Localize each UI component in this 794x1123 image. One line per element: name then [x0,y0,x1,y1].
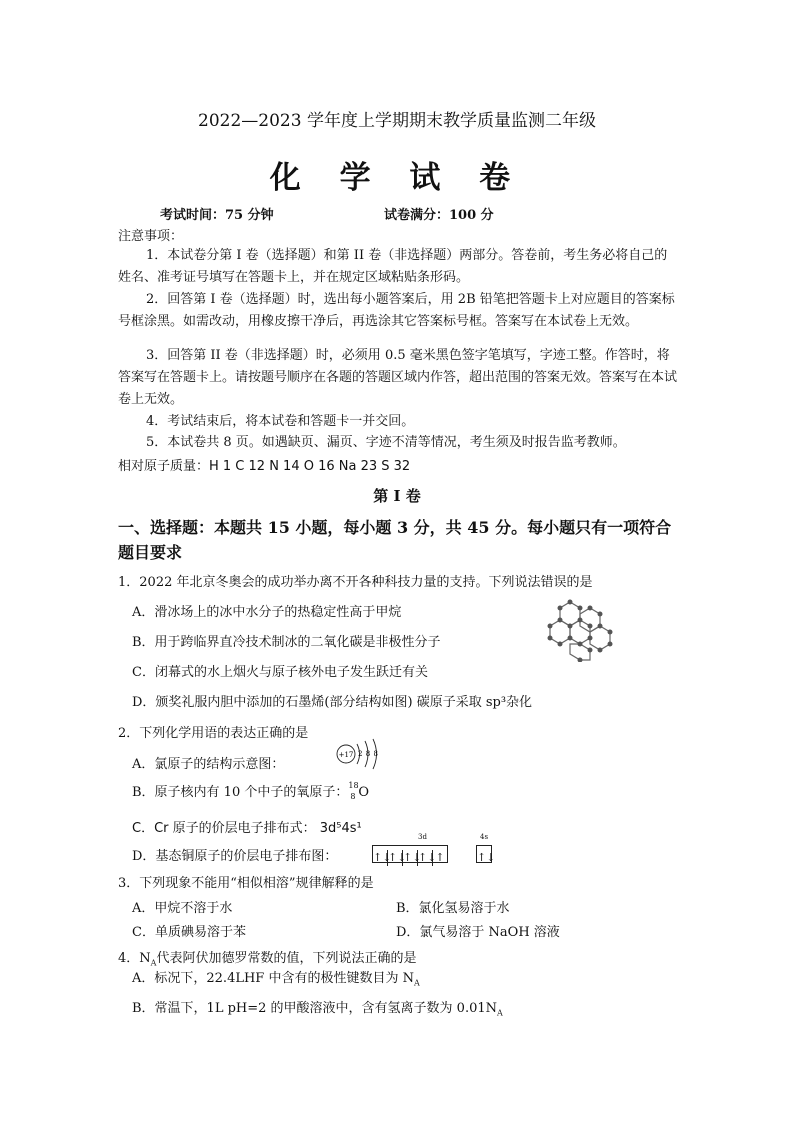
note-2: 2．回答第 I 卷（选择题）时，选出每小题答案后，用 2B 铅笔把答题卡上对应题目的答案标号框涂黑。如需改动，用橡皮擦干净后，再选涂其它答案标号框。答案写在本试卷上无效。 [118,292,675,329]
q3-stem: 3．下列现象不能用“相似相溶”规律解释的是 [118,876,374,891]
q4-option-b: B．常温下，1L pH=2 的甲酸溶液中，含有氢离子数为 $0.01N_A$ [132,1001,503,1018]
q1-option-d: D．颁奖礼服内胆中添加的石墨烯(部分结构如图) 碳原子采取 sp³杂化 [132,695,533,710]
exam-header: 2022—2023 学年度上学期期末教学质量监测二年级 [198,111,596,131]
q1-option-b: B．用于跨临界直冷技术制冰的二氧化碳是非极性分子 [132,635,441,650]
q2-option-d: D．基态铜原子的价层电子排布图： [132,849,338,864]
notes-title: 注意事项： [118,229,184,244]
note-4: 4．考试结束后，将本试卷和答题卡一并交回。 [146,414,415,429]
full-score: 试卷满分：100 分 [384,208,494,223]
orbital-cell: ↑↓ [403,850,422,864]
q3-option-c: C．单质碘易溶于苯 [132,925,246,940]
part1-heading: 一、选择题：本题共 15 小题，每小题 3 分，共 45 分。每小题只有一项符合题目要求 [118,518,672,562]
q4-option-a: A．标况下，22.4LHF 中含有的极性键数目为 $N_A$ [132,971,420,988]
note-3: 3．回答第 II 卷（非选择题）时，必须用 0.5 毫米黑色签字笔填写，字迹工整。作答时，将答案写在答题卡上。请按题号顺序在各题的答题区域内作答，超出范围的答案无效。答案写在本试卷上无效。 [118,348,678,407]
orbital-cell: ↑↓ [477,850,496,864]
note-5: 5．本试卷共 8 页。如遇缺页、漏页、字迹不清等情况，考生须及时报告监考教师。 [146,435,626,450]
electron-shells: 2 8 8 [358,750,378,758]
q2-option-c: C．Cr 原子的价层电子排布式： 3d⁵4s¹ [132,821,362,836]
q3-option-a: A．甲烷不溶于水 [132,901,233,916]
exam-time: 考试时间：75 分钟 [160,208,274,223]
q2-stem: 2．下列化学用语的表达正确的是 [118,726,309,741]
orbital-box-3d [372,845,448,863]
orbital-cell: ↑↓ [388,850,407,864]
orbital-box-4s [476,845,496,864]
q3-option-d: D．氯气易溶于 NaOH 溶液 [396,925,560,940]
q1-option-a: A．滑冰场上的冰中水分子的热稳定性高于甲烷 [132,605,402,620]
q1-stem: 1．2022 年北京冬奥会的成功举办离不开各种科技力量的支持。下列说法错误的是 [118,575,593,590]
q4-stem: 4．$N_A$代表阿伏加德罗常数的值，下列说法正确的是 [118,951,417,968]
orbital-cell: ↑↓ [373,850,392,864]
note-1: 1．本试卷分第 I 卷（选择题）和第 II 卷（非选择题）两部分。答卷前，考生务必将自己的姓名、准考证号填写在答题卡上，并在规定区域粘贴条形码。 [118,248,668,285]
chlorine-atom-diagram [334,737,384,773]
q2-option-b: B．原子核内有 10 个中子的氧原子： 18 8 O [132,780,370,801]
section-title: 第 Ⅰ 卷 [373,487,421,505]
orbital-cell: ↑ [435,850,445,864]
orbital-diagram-4s [476,843,496,864]
label-4s: 4s [480,833,489,841]
q1-option-c: C．闭幕式的水上烟火与原子核外电子发生跃迁有关 [132,665,428,680]
graphene-structure-image [542,598,614,662]
atomic-masses: 相对原子质量：H 1 C 12 N 14 O 16 Na 23 S 32 [118,459,411,474]
label-3d: 3d [418,833,427,841]
isotope-notation: 18 8 [348,780,359,801]
q3-option-b: B．氯化氢易溶于水 [396,901,510,916]
orbital-diagram-3d [372,843,448,863]
orbital-cell: ↑↓ [418,850,437,864]
exam-title: 化 学 试 卷 [269,160,525,196]
nucleus-charge: +17 [338,751,354,759]
q2-option-a: A．氯原子的结构示意图： [132,757,285,772]
